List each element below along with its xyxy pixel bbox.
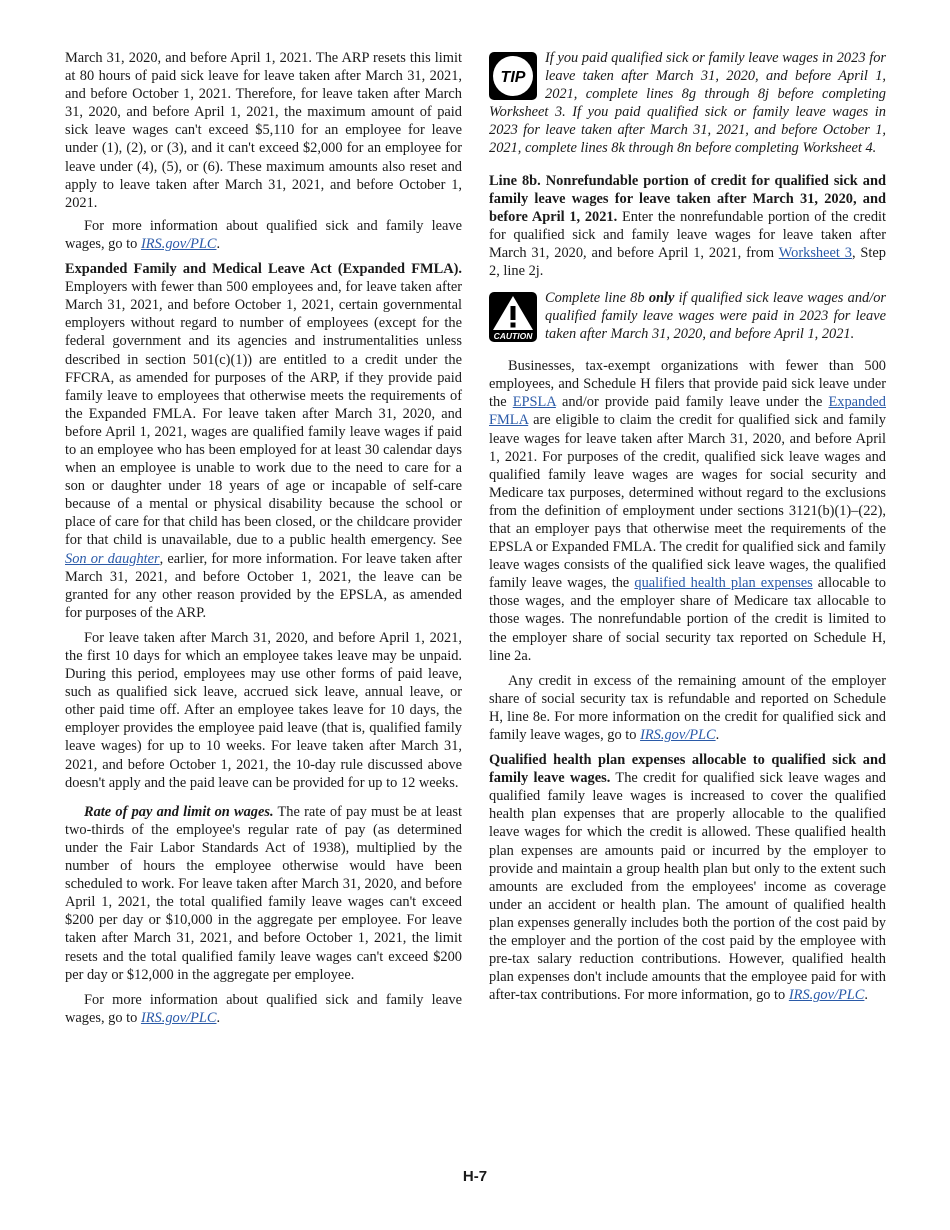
irs-plc-link[interactable]: IRS.gov/PLC bbox=[140, 1009, 217, 1026]
irs-plc-link[interactable]: IRS.gov/PLC bbox=[640, 727, 716, 743]
epsla-link[interactable]: EPSLA bbox=[512, 394, 556, 411]
caution-note bbox=[489, 289, 886, 344]
caution-icon bbox=[489, 292, 537, 342]
caution-badge bbox=[489, 292, 537, 342]
irs-plc-link[interactable]: IRS.gov/PLC bbox=[140, 235, 217, 252]
left-column bbox=[65, 49, 462, 1027]
tip-text: If you paid qualified sick or family leave wages in 2023 for leave taken after March 31, 2020, and before April 1, 2021, complete lines 8g through 8j before completing Worksheet 3. If you paid qualified sick or family leave wages in 2023 for leave taken after March 31, 2021, and before October 1, 2021, complete lines 8k through 8n before completing Worksheet 4. bbox=[489, 50, 886, 157]
worksheet-3-link[interactable]: Worksheet 3 bbox=[778, 244, 852, 261]
paragraph-first-10-days: For leave taken after March 31, 2020, and before April 1, 2021, the first 10 days for which an employee takes leave may be unpaid. During this period, employees may use other forms of paid leave, such as qualified sick leave, accrued sick leave, annual leave, or other paid time off. After an employee takes leave for 10 days, the employer provides the employee paid leave (that is, qualified family leave wages) for up to 10 weeks. For leave taken after March 31, 2021, and before October 1, 2021, the 10-day rule discussed above doesn't apply and the paid leave can be provided for up to 12 weeks. bbox=[65, 629, 462, 791]
tip-badge bbox=[489, 52, 537, 100]
qualified-health-plan-expenses-link[interactable]: qualified health plan expenses bbox=[634, 575, 813, 592]
svg-text:TIP: TIP bbox=[500, 69, 526, 86]
expanded-fmla-link[interactable]: Expanded FMLA bbox=[489, 394, 886, 429]
paragraph-more-info-2: For more information about qualified sick and family leave wages, go to IRS.gov/PLC. bbox=[65, 991, 462, 1026]
tip-icon bbox=[489, 52, 537, 100]
svg-text:CAUTION: CAUTION bbox=[493, 331, 533, 342]
right-column bbox=[489, 49, 886, 1004]
irs-plc-link[interactable]: IRS.gov/PLC bbox=[788, 987, 865, 1004]
subheading-rate-of-pay: Rate of pay and limit on wages. bbox=[84, 803, 274, 820]
paragraph-more-info-1: For more information about qualified sick and family leave wages, go to IRS.gov/PLC. bbox=[65, 217, 462, 252]
section-heading-line-8b: Line 8b. Nonrefundable portion of credit for qualified sick and family leave wages for leave taken after March 31, 2020, and before April 1, 2021. bbox=[489, 172, 886, 225]
paragraph-paid-sick-limit: March 31, 2020, and before April 1, 2021. The ARP resets this limit at 80 hours of paid sick leave for leave taken after March 31, 2021, and before October 1, 2021. Therefore, for leave taken after March 31, 2020, and before April 1, 2021, the maximum amount of paid sick leave wages can't exceed $5,110 for an employee for leave under (1), (2), or (3), and it can't exceed $2,000 for an employee for leave under (4), (5), or (6). These maximum amounts also reset and apply to leave taken after March 31, 2021, and before October 1, 2021. bbox=[65, 50, 462, 211]
section-heading-expanded-fmla: Expanded Family and Medical Leave Act (Expanded FMLA). bbox=[65, 261, 462, 278]
paragraph-businesses: Businesses, tax-exempt organizations with fewer than 500 employees, and Schedule H filers that provide paid sick leave under the EPSLA and/or provide paid family leave under the Expanded FMLA are eligible to claim the credit for qualified sick and family leave wages for leave taken after March 31, 2020, and before April 1, 2021. For purposes of the credit, qualified sick leave wages and qualified family leave wages are wages for social security and Medicare tax purposes, determined without regard to the exclusions from the definition of employment under sections 3121(b)(1)–(22), that an employer pays that otherwise meet the requirements of the EPSLA or Expanded FMLA. The credit for qualified sick and family leave wages consists of the qualified sick leave wages, the qualified family leave wages, the qualified health plan expenses allocable to those wages, and the employer share of Medicare tax allocable to those wages. The nonrefundable portion of the credit is limited to the employer share of social security tax reported on Schedule H, line 2a. bbox=[489, 358, 887, 664]
paragraph-expanded-fmla: Expanded Family and Medical Leave Act (Expanded FMLA). Employers with fewer than 500 employees and, for leave taken after March 31, 2021, and before October 1, 2021, certain governmental employers without regard to number of employees (except for the federal government and its agencies and instrumentalities unless described in section 501(c)(1)) are entitled to a credit under the FFCRA, as amended for purposes of the ARP, if they provide paid family leave to employees that otherwise meets the requirements of the Expanded FMLA. For leave taken after March 31, 2020, and before April 1, 2021, wages are qualified family leave wages if paid to an employee who has been employed for at least 30 calendar days when an employee is unable to work due to the need to care for a son or daughter under 18 years of age or incapable of self-care because of a mental or physical disability because the school or place of care for that child has been closed, or the childcare provider for that child is unavailable, due to a public health emergency. See Son or daughter, earlier, for more information. For leave taken after March 31, 2021, and before October 1, 2021, the leave can be granted for any other reason provided by the EPSLA, as amended for purposes of the ARP. bbox=[65, 261, 462, 621]
paragraph-qualified-health-plan: Qualified health plan expenses allocable to qualified sick and family leave wages. The credit for qualified sick leave wages and qualified family leave wages is increased to cover the qualified health plan expenses that are properly allocable to the qualified leave wages for which the credit is allowed. These qualified health plan expenses are amounts paid or incurred by the employer to provide and maintain a group health plan but only to the extent such amounts are excluded from the employees' income as coverage under an accident or health plan. The amount of qualified health plan expenses generally includes both the portion of the cost paid by the employer and the portion of the cost paid by the employee with pre-tax salary reduction contributions. However, qualified health plan expenses don't include amounts that the employee paid for with after-tax contributions. For more information, go to IRS.gov/PLC. bbox=[489, 752, 886, 1004]
paragraph-line-8b: Line 8b. Nonrefundable portion of credit for qualified sick and family leave wages for leave taken after March 31, 2020, and before April 1, 2021. Enter the nonrefundable portion of the credit for qualified sick and family leave wages for leave taken after March 31, 2020, and before April 1, 2021, from Worksheet 3, Step 2, line 2j. bbox=[489, 172, 887, 280]
son-or-daughter-link[interactable]: Son or daughter bbox=[65, 550, 160, 567]
caution-text: Complete line 8b only if qualified sick leave wages and/or qualified family leave wages were paid in 2023 for leave taken after March 31, 2020, and before April 1, 2021. bbox=[545, 290, 887, 343]
paragraph-excess-credit: Any credit in excess of the remaining amount of the employer share of social security tax is refundable and reported on Schedule H, line 8e. For more information on the credit for qualified sick and family leave wages, go to IRS.gov/PLC. bbox=[489, 672, 886, 743]
section-heading-qualified-health-plan: Qualified health plan expenses allocable to qualified sick and family leave wages. bbox=[489, 752, 886, 787]
tip-note bbox=[489, 49, 886, 158]
paragraph-rate-of-pay: Rate of pay and limit on wages. The rate of pay must be at least two-thirds of the employee's regular rate of pay (as determined under the Fair Labor Standards Act of 1938), multiplied by the number of hours the employee otherwise would have been scheduled to work. For leave taken after March 31, 2020, and before April 1, 2021, the total qualified family leave wages can't exceed $200 per day or $10,000 in the aggregate per employee. For leave taken after March 31, 2021, and before October 1, 2021, the limit resets and the total qualified family leave wages can't exceed $200 per day or $12,000 in the aggregate per employee. bbox=[65, 803, 462, 983]
page-number: H-7 bbox=[462, 1168, 488, 1185]
